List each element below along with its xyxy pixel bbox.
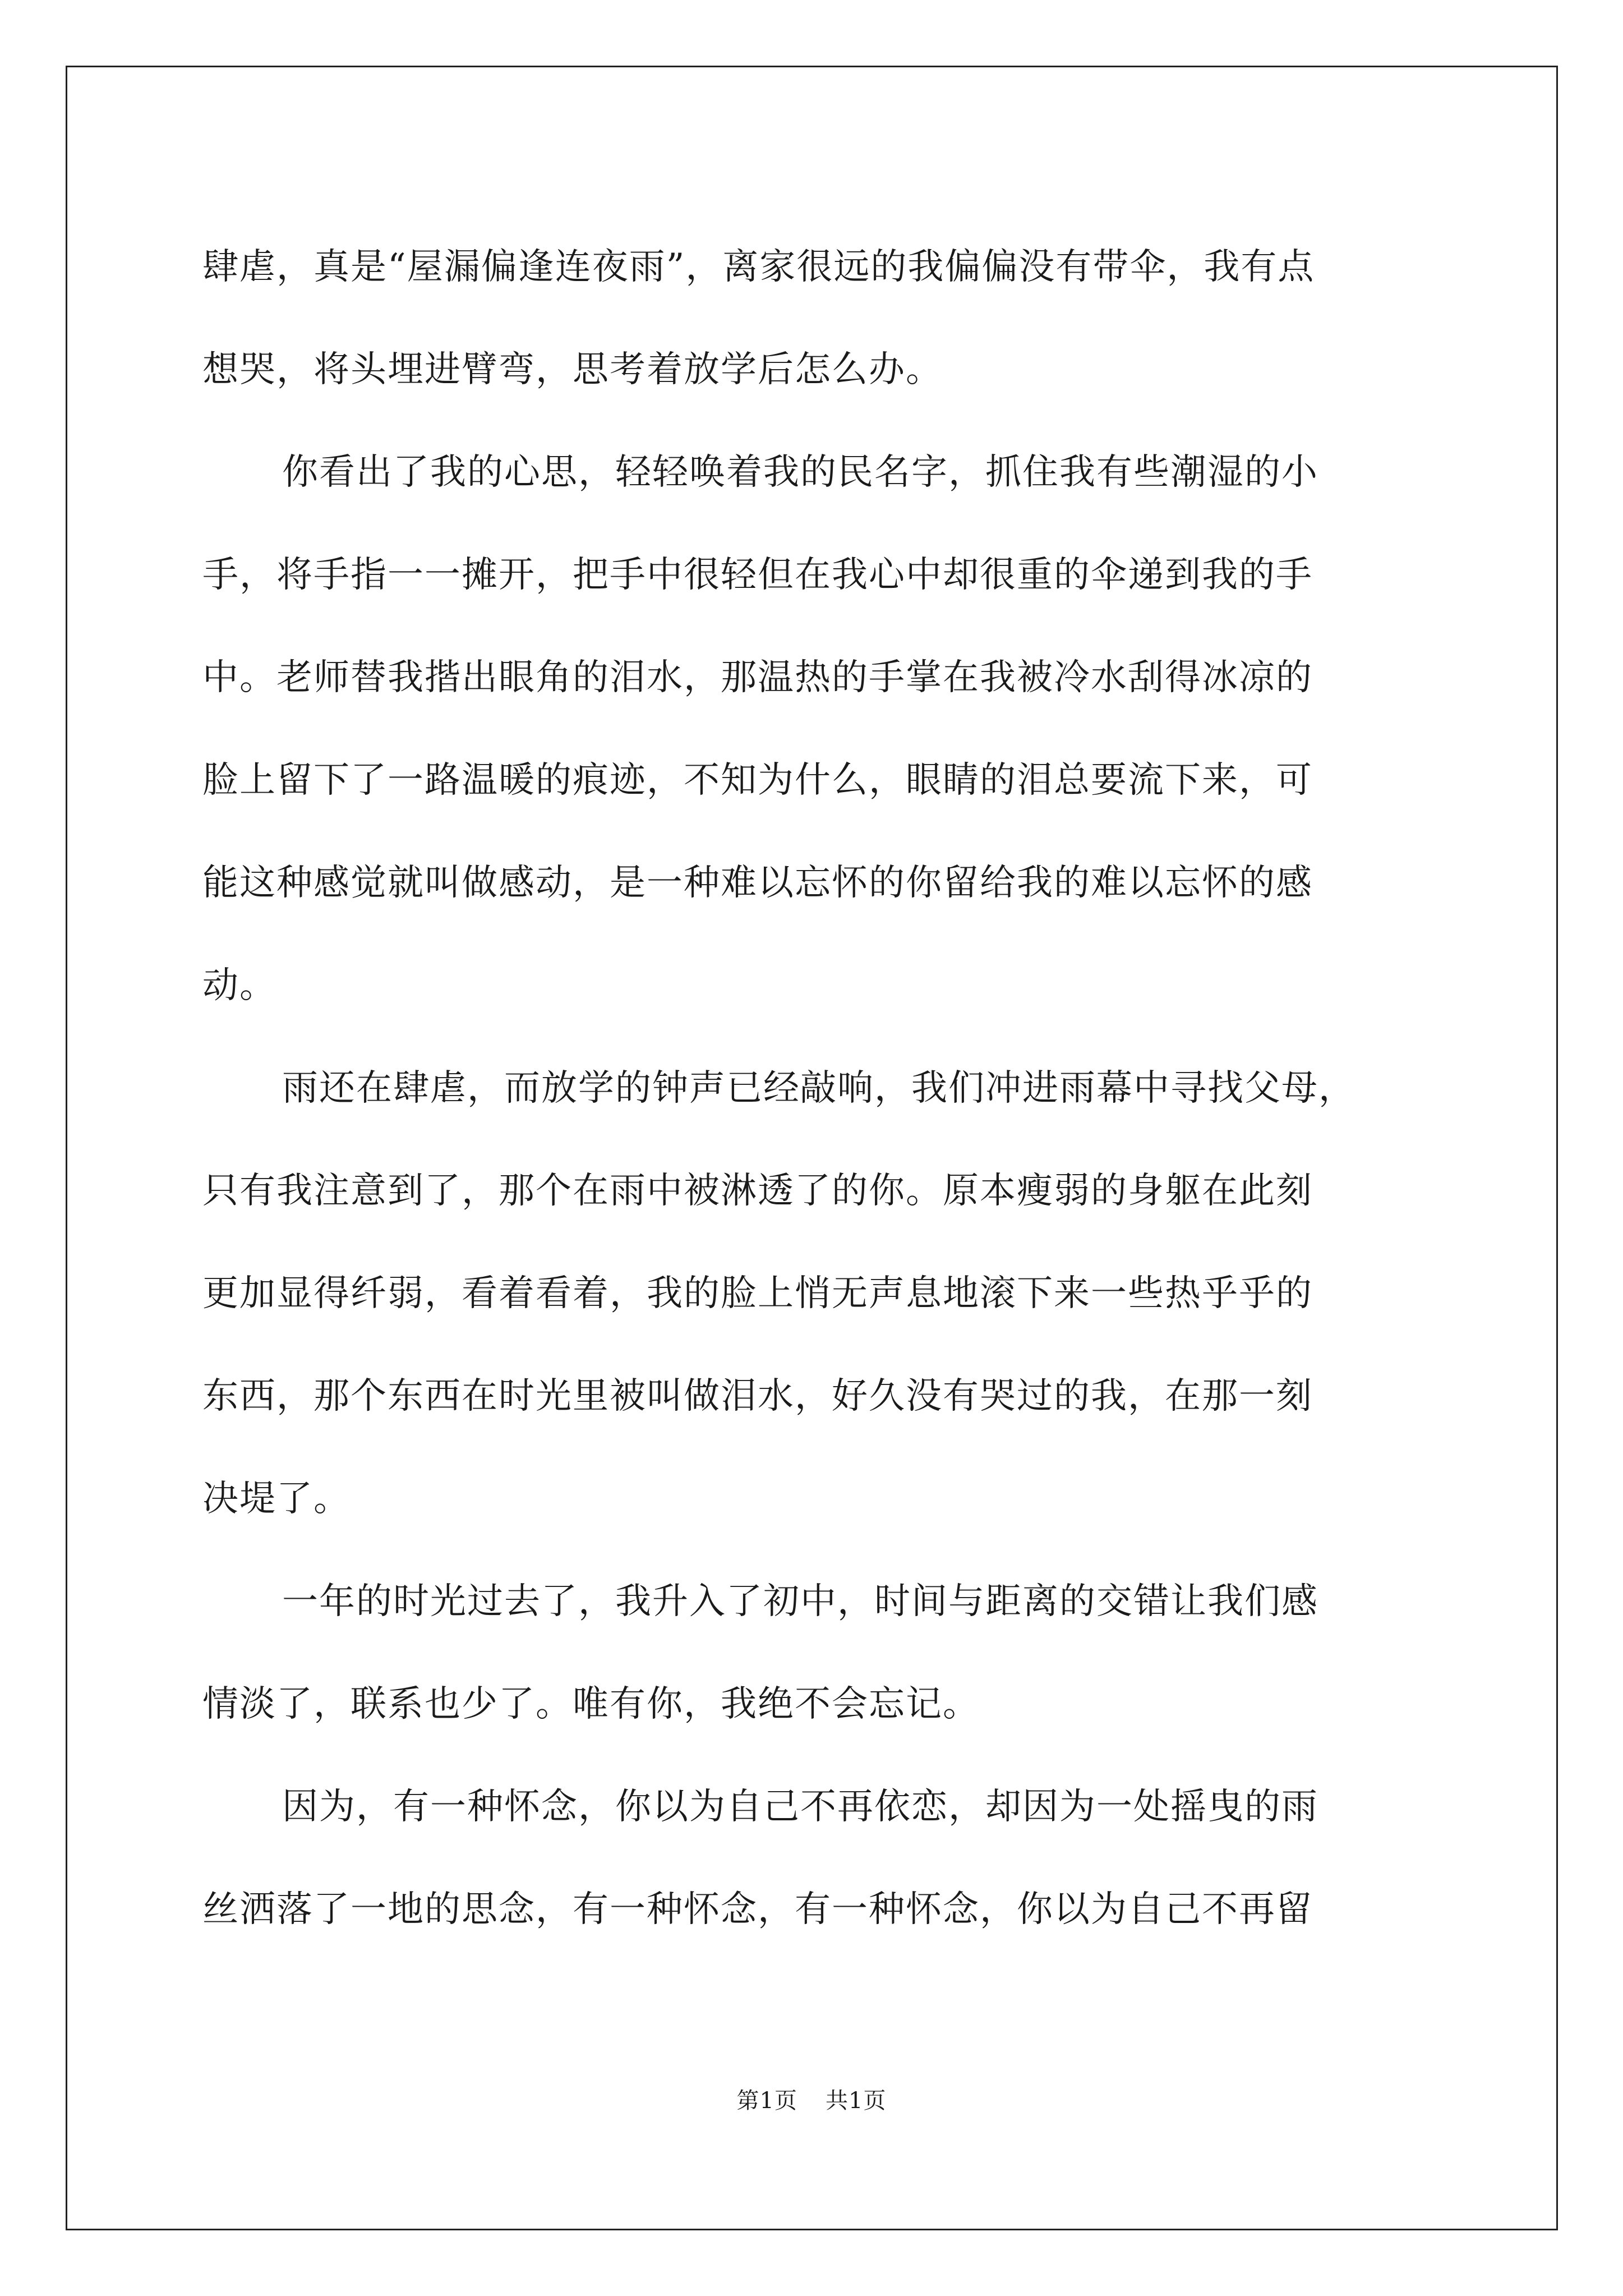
text-line: 能这种感觉就叫做感动，是一种难以忘怀的你留给我的难以忘怀的感	[202, 862, 1313, 904]
page-total: 共1页	[826, 2088, 887, 2114]
text-line: 更加显得纤弱，看着看着，我的脸上悄无声息地滚下来一些热乎乎的	[202, 1273, 1313, 1314]
text-line: 丝洒落了一地的思念，有一种怀念，有一种怀念，你以为自己不再留	[202, 1889, 1313, 1930]
text-line: 肆虐，真是“屋漏偏逢连夜雨”，离家很远的我偏偏没有带伞，我有点	[202, 246, 1315, 288]
text-line: 手，将手指一一摊开，把手中很轻但在我心中却很重的伞递到我的手	[202, 554, 1313, 596]
text-line: 情淡了，联系也少了。唯有你，我绝不会忘记。	[202, 1683, 980, 1725]
text-line: 决堤了。	[202, 1478, 351, 1520]
text-line: 动。	[202, 965, 276, 1006]
text-line: 你看出了我的心思，轻轻唤着我的民名字，抓住我有些潮湿的小	[282, 452, 1318, 493]
page-footer	[0, 2084, 1623, 2118]
text-line: 因为，有一种怀念，你以为自己不再依恋，却因为一处摇曳的雨	[282, 1786, 1318, 1828]
text-line: 中。老师替我揩出眼角的泪水，那温热的手掌在我被冷水刮得冰凉的	[202, 657, 1313, 698]
text-line: 一年的时光过去了，我升入了初中，时间与距离的交错让我们感	[282, 1581, 1318, 1622]
page-number: 第1页	[736, 2088, 797, 2114]
text-line: 脸上留下了一路温暖的痕迹，不知为什么，眼睛的泪总要流下来，可	[202, 760, 1313, 801]
text-line: 只有我注意到了，那个在雨中被淋透了的你。原本瘦弱的身躯在此刻	[202, 1170, 1313, 1212]
text-line: 东西，那个东西在时光里被叫做泪水，好久没有哭过的我，在那一刻	[202, 1375, 1313, 1417]
text-line: 雨还在肆虐，而放学的钟声已经敲响，我们冲进雨幕中寻找父母，	[282, 1068, 1355, 1109]
body-text	[202, 216, 1436, 1961]
text-line: 想哭，将头埋进臂弯，思考着放学后怎么办。	[202, 349, 943, 390]
